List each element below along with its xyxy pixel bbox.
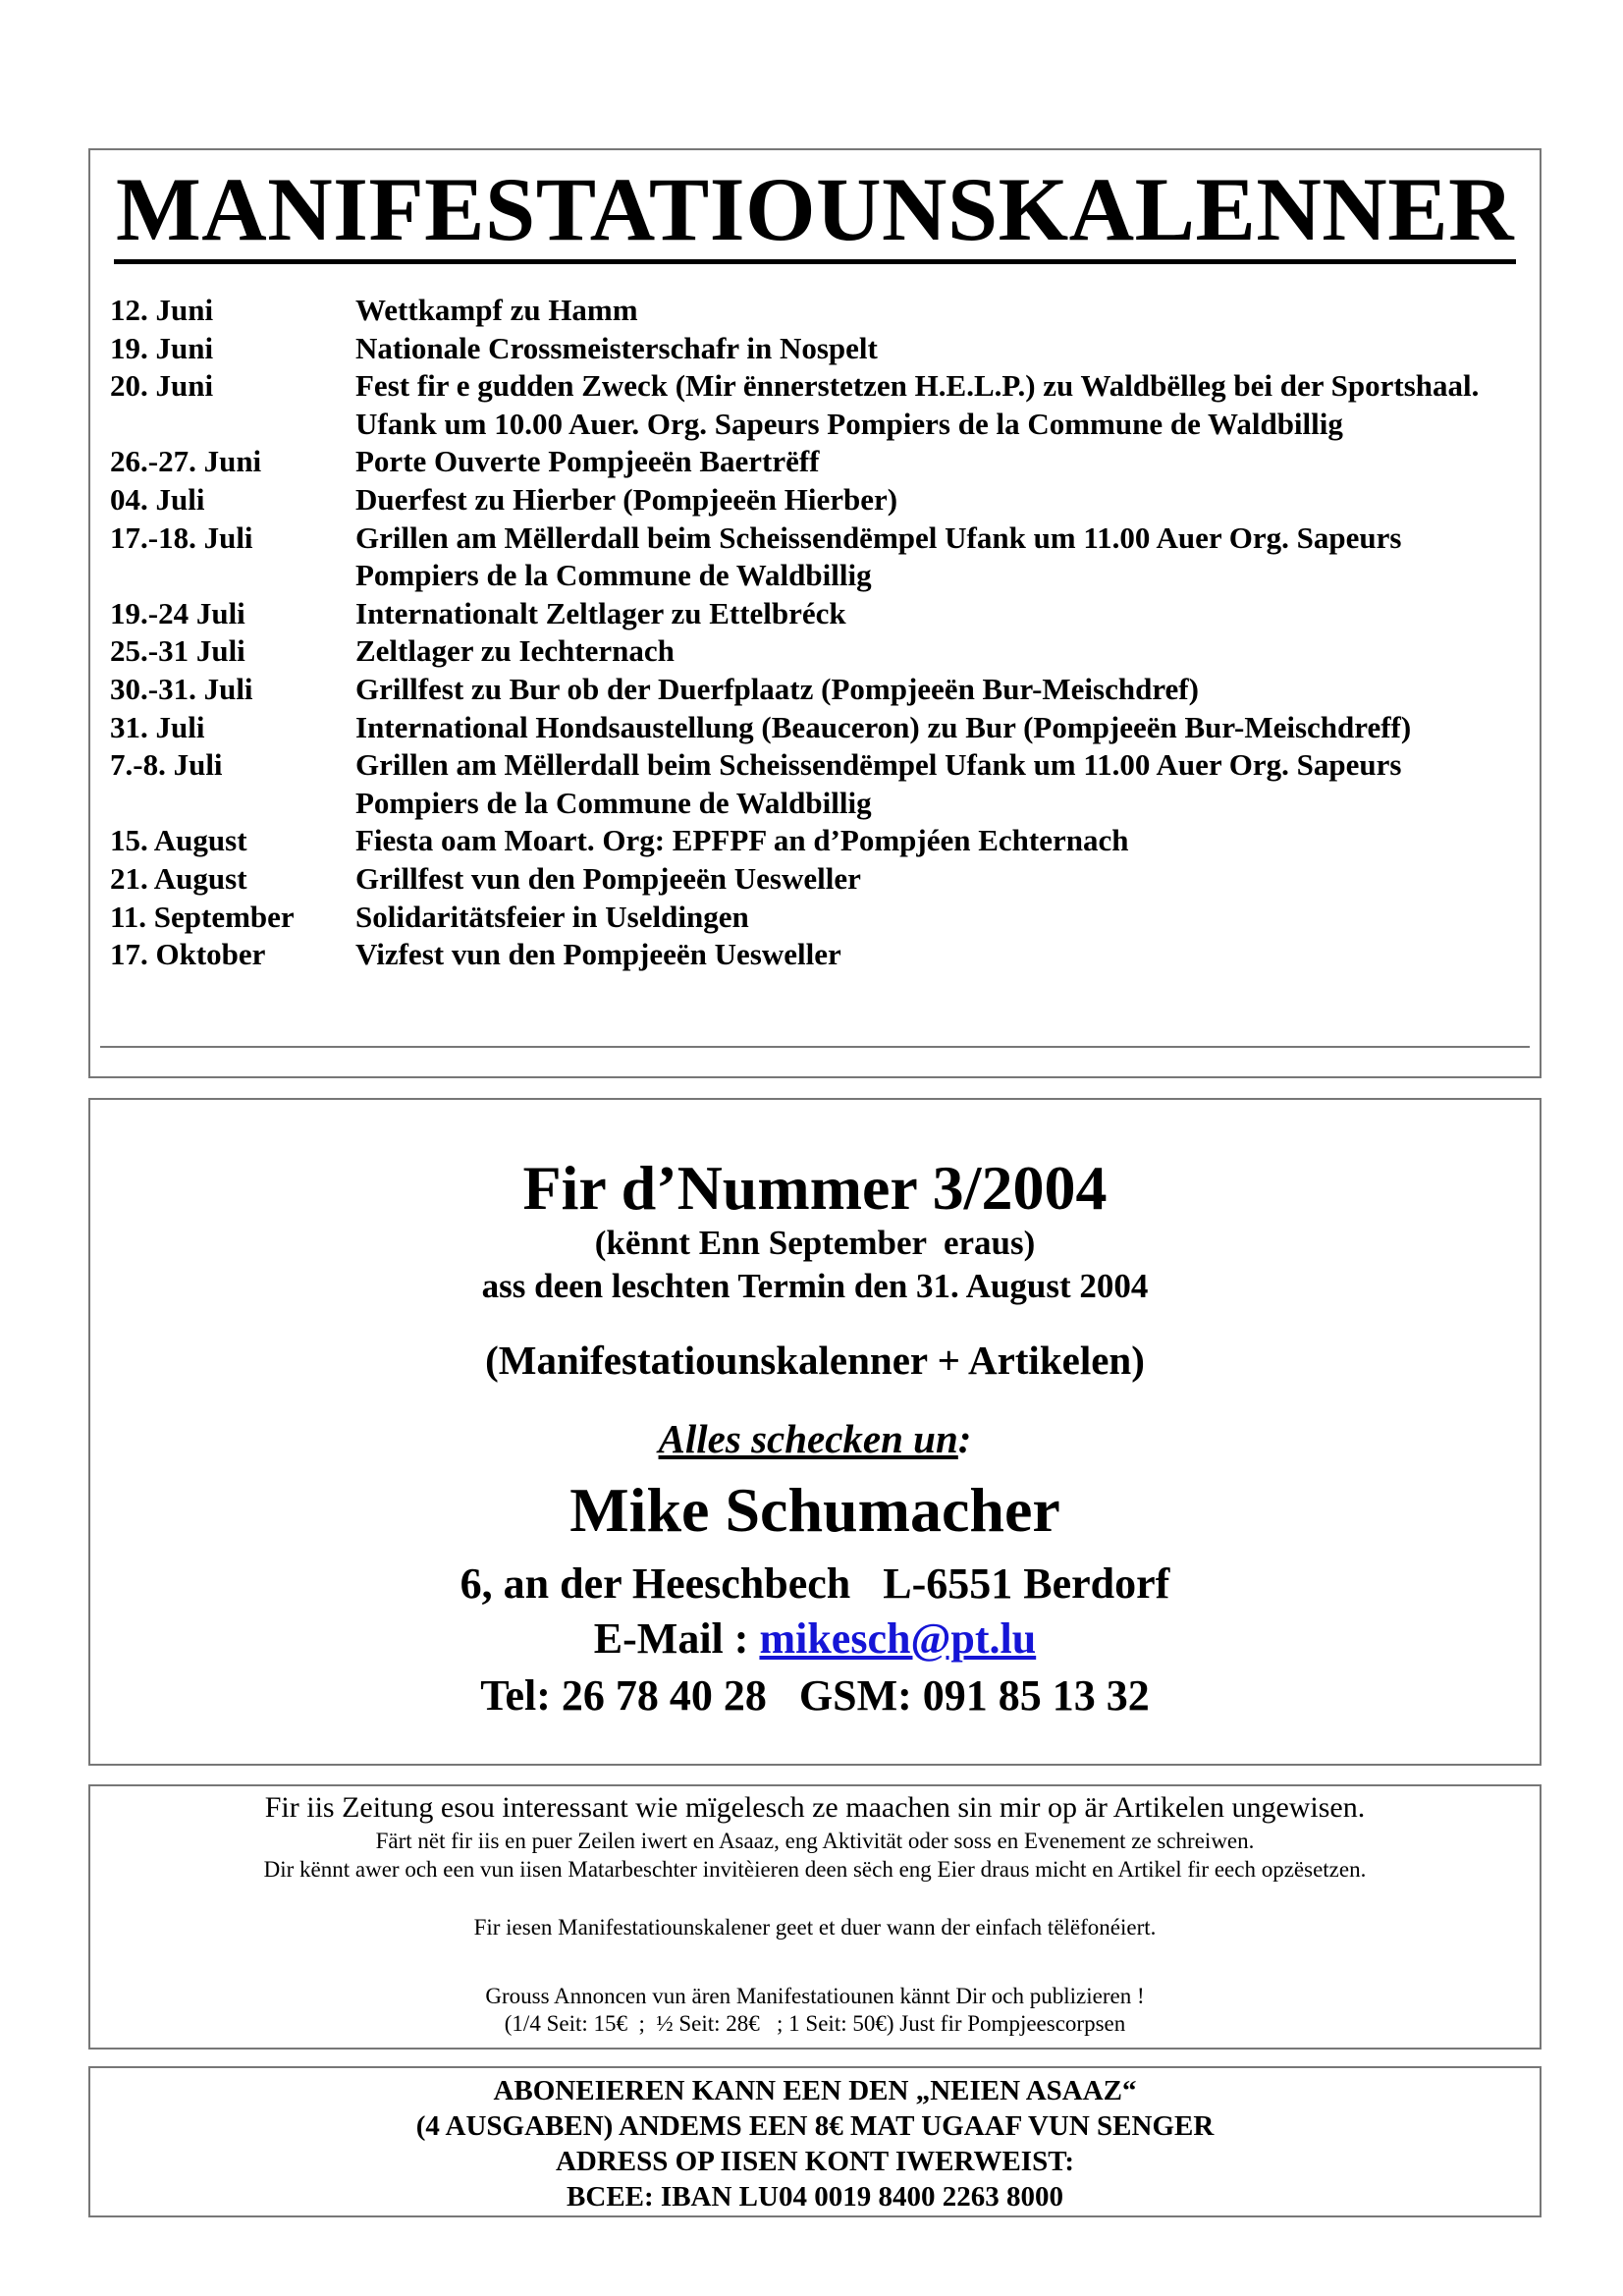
event-description: Duerfest zu Hierber (Pompjeeën Hierber) xyxy=(355,481,898,517)
event-date: 7.-8. Juli xyxy=(110,747,223,783)
event-row xyxy=(110,443,1524,481)
event-date: 21. August xyxy=(110,860,247,896)
event-row xyxy=(110,709,1524,747)
event-date: 04. Juli xyxy=(110,481,205,517)
event-row xyxy=(110,860,1524,899)
bank-account: BCEE: IBAN LU04 0019 8400 2263 8000 xyxy=(567,2181,1063,2213)
event-description: Zeltlager zu Iechternach xyxy=(355,633,675,669)
info-line: Grouss Annoncen vun ären Manifestatiounen kännt Dir och publizieren ! xyxy=(485,1984,1145,2008)
event-description: Fest fir e gudden Zweck (Mir ënnerstetzen H.E.L.P.) zu Waldbëlleg bei der Sportshaal. Ufank um 10.00 Auer. Org. Sapeurs Pompiers de la Commune de Waldbillig xyxy=(355,368,1480,441)
info-line: Fir iis Zeitung esou interessant wie mïgelesch ze maachen sin mir op är Artikelen ungewisen. xyxy=(264,1791,1366,1824)
subscription-box xyxy=(88,2066,1542,2217)
event-row xyxy=(110,292,1524,330)
event-description: Grillfest vun den Pompjeeën Uesweller xyxy=(355,860,861,896)
event-date: 17.-18. Juli xyxy=(110,519,253,555)
next-issue-title: Fir d’Nummer 3/2004 xyxy=(522,1153,1108,1223)
event-row xyxy=(110,899,1524,937)
event-row xyxy=(110,746,1524,822)
event-row xyxy=(110,481,1524,519)
event-description: Solidaritätsfeier in Useldingen xyxy=(355,899,749,934)
contact-email: E-Mail : mikesch@pt.lu xyxy=(593,1614,1037,1663)
email-link[interactable]: mikesch@pt.lu xyxy=(759,1614,1037,1663)
event-description: Internationalt Zeltlager zu Ettelbréck xyxy=(355,595,846,630)
calendar-title: MANIFESTATIOUNSKALENNER xyxy=(90,160,1540,258)
event-description: Grillen am Mëllerdall beim Scheissendëmpel Ufank um 11.00 Auer Org. Sapeurs Pompiers de la Commune de Waldbillig xyxy=(355,519,1402,593)
event-date: 11. September xyxy=(110,899,295,934)
event-date: 26.-27. Juni xyxy=(110,444,262,479)
event-row xyxy=(110,595,1524,633)
contact-address: 6, an der Heeschbech L-6551 Berdorf xyxy=(460,1559,1170,1608)
event-row xyxy=(110,367,1524,443)
event-row xyxy=(110,936,1524,974)
calendar-box xyxy=(88,148,1542,1078)
event-date: 31. Juli xyxy=(110,709,205,744)
event-row xyxy=(110,330,1524,368)
event-date: 19. Juni xyxy=(110,330,214,365)
event-description: Grillfest zu Bur ob der Duerfplaatz (Pompjeeën Bur-Meischdref) xyxy=(355,671,1199,706)
event-description: Nationale Crossmeisterschafr in Nospelt xyxy=(355,330,878,365)
event-description: Porte Ouverte Pompjeeën Baertrëff xyxy=(355,444,820,479)
event-date: 30.-31. Juli xyxy=(110,671,253,706)
event-description: International Hondsaustellung (Beauceron) zu Bur (Pompjeeën Bur-Meischdreff) xyxy=(355,709,1412,744)
event-description: Fiesta oam Moart. Org: EPFPF an d’Pompjéen Echternach xyxy=(355,823,1129,858)
ad-prices: (1/4 Seit: 15€ ; ½ Seit: 28€ ; 1 Seit: 50€) Just fir Pompjeescorpsen xyxy=(504,2011,1126,2036)
contact-phone: Tel: 26 78 40 28 GSM: 091 85 13 32 xyxy=(480,1671,1150,1720)
send-to-heading: Alles schecken un: xyxy=(658,1416,972,1461)
event-row xyxy=(110,822,1524,860)
event-date: 12. Juni xyxy=(110,293,214,327)
event-row xyxy=(110,671,1524,709)
divider xyxy=(100,1046,1530,1048)
event-description: Vizfest vun den Pompjeeën Uesweller xyxy=(355,937,841,972)
event-date: 17. Oktober xyxy=(110,937,266,972)
content-types: (Manifestatiounskalenner + Artikelen) xyxy=(485,1338,1145,1383)
next-issue-box xyxy=(88,1098,1542,1766)
event-date: 19.-24 Juli xyxy=(110,595,245,630)
event-date: 15. August xyxy=(110,823,247,858)
info-line: Dir kënnt awer och een vun iisen Matarbeschter invitèieren deen sëch eng Eier draus micht en Artikel fir eech opzësetzen. xyxy=(263,1857,1367,1882)
info-line: Färt nët fir iis en puer Zeilen iwert en Asaaz, eng Aktivität oder soss en Evenement ze schreiwen. xyxy=(375,1829,1255,1853)
subscription-line: (4 AUSGABEN) ANDEMS EEN 8€ MAT UGAAF VUN SENGER xyxy=(415,2110,1215,2142)
event-description: Wettkampf zu Hamm xyxy=(355,293,638,327)
info-line: Fir iesen Manifestatiounskalener geet et duer wann der einfach tëlëfonéiert. xyxy=(473,1915,1157,1940)
event-row xyxy=(110,519,1524,595)
event-description: Grillen am Mëllerdall beim Scheissendëmpel Ufank um 11.00 Auer Org. Sapeurs Pompiers de la Commune de Waldbillig xyxy=(355,747,1402,820)
event-list xyxy=(110,292,1524,974)
event-date: 20. Juni xyxy=(110,368,214,404)
subscription-line: ADRESS OP IISEN KONT IWERWEIST: xyxy=(555,2146,1075,2177)
contact-name: Mike Schumacher xyxy=(569,1475,1060,1545)
deadline-text: ass deen leschten Termin den 31. August 2004 xyxy=(481,1267,1149,1305)
info-box xyxy=(88,1784,1542,2050)
subscription-line: ABONEIEREN KANN EEN DEN „NEIEN ASAAZ“ xyxy=(493,2075,1137,2106)
next-issue-subtitle: (kënnt Enn September eraus) xyxy=(594,1224,1036,1262)
event-date: 25.-31 Juli xyxy=(110,633,245,669)
event-row xyxy=(110,632,1524,671)
